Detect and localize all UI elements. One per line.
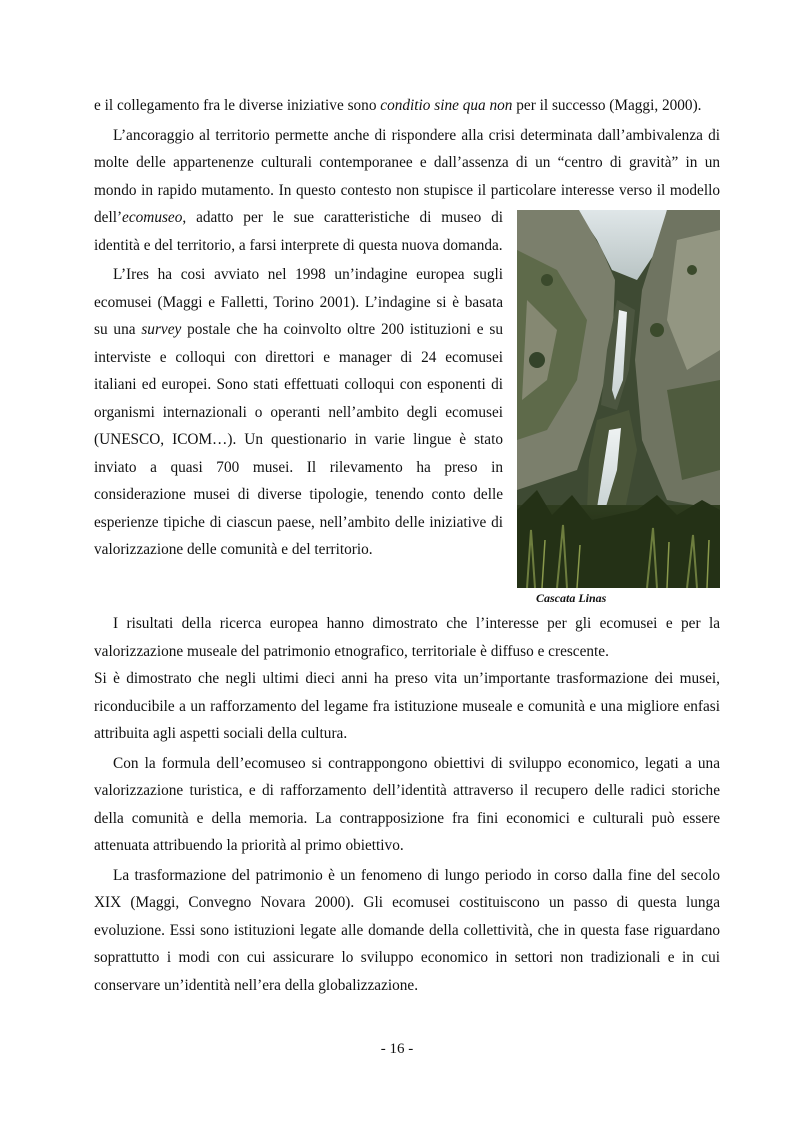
waterfall-photo — [517, 210, 720, 588]
paragraph-ires: L’Ires ha cosi avviato nel 1998 un’indagine europea sugli ecomusei (Maggi e Falletti, Torino 2001). L’indagine si è basata su una survey postale che ha coinvolto oltre 200 istituzioni e su interviste e colloqui con direttori e manager di 24 ecomusei italiani ed europei. Sono stati effettuati colloqui con esponenti di organismi internazionali o operanti nell’ambito degli ecomusei (UNESCO, ICOM…). Un questionario in varie lingue è stato inviato a quasi 700 musei. Il rilevamento ha preso in considerazione musei di diverse tipologie, tenendo conto delle esperienze tipiche di ciascun paese, nell’ambito delle iniziative di valorizzazione delle comunità e del territorio. — [94, 266, 504, 558]
paragraph-dimostrato: Si è dimostrato che negli ultimi dieci anni ha preso vita un’importante trasformazione dei musei, riconducibile a un rafforzamento del legame fra istituzione museale e comunità e una migliore enfasi attribuita agli aspetti sociali della cultura. — [94, 670, 720, 742]
paragraph-intro: e il collegamento fra le diverse iniziative sono conditio sine qua non per il successo (Maggi, 2000). — [94, 97, 702, 114]
paragraph-trasformazione: La trasformazione del patrimonio è un fenomeno di lungo periodo in corso dalla fine del secolo XIX (Maggi, Convegno Novara 2000). Gli ecomusei costituiscono un passo di questa lunga evoluzione. Essi sono istituzioni legate alle domande della collettività, che in questa fase riguardano soprattutto i modi con cui assicurare lo sviluppo economico in settori non tradizionali e in cui conservare un’identità nell’era della globalizzazione. — [94, 866, 720, 994]
figure-caption: Cascata Linas — [536, 591, 607, 605]
paragraph-ancoraggio: L’ancoraggio al territorio permette anche di rispondere alla crisi determinata dall’ambivalenza di molte delle appartenenze culturali contemporanee e dall’assenza di un “centro di gravità” in un mondo in rapido mutamento. In questo contesto non stupisce il particolare interesse verso il modello dell’ Cascata Linas ecomuseo, adatto per le sue caratteristiche di museo di identità e del territorio, a farsi interprete di questa nuova domanda. — [94, 126, 720, 605]
waterfall-figure — [517, 210, 720, 606]
page-body — [94, 92, 720, 999]
page-number: - 16 - — [380, 1041, 414, 1057]
paragraph-risultati: I risultati della ricerca europea hanno dimostrato che l’interesse per gli ecomusei e per la valorizzazione museale del patrimonio etnografico, territoriale è diffuso e crescente. — [94, 615, 720, 660]
paragraph-formula: Con la formula dell’ecomuseo si contrappongono obiettivi di sviluppo economico, legati a una valorizzazione turistica, e di rafforzamento dell’identità attraverso il recupero delle radici storiche della comunità e della memoria. La contrapposizione fra fini economici e culturali può essere attenuata attribuendo la priorità al primo obiettivo. — [94, 754, 720, 854]
